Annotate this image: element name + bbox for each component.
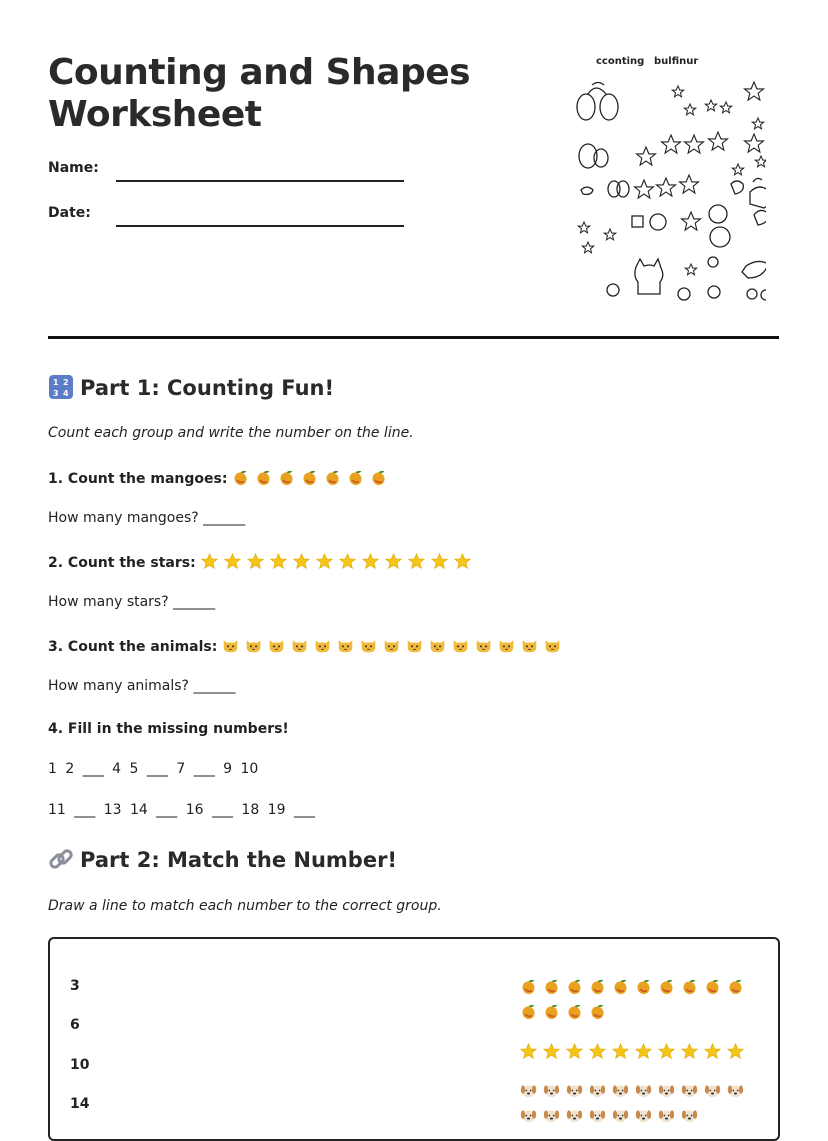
part2-heading-text: Part 2: Match the Number!	[80, 848, 397, 872]
mango-icon	[566, 1003, 583, 1020]
dog-face-icon	[612, 1082, 629, 1099]
mango-icon	[589, 978, 606, 995]
star-icon	[566, 1043, 583, 1060]
question-3-label: 3. Count the animals:	[48, 639, 218, 655]
star-icon	[727, 1043, 744, 1060]
cat-face-icon	[337, 637, 354, 654]
name-label: Name:	[48, 160, 99, 176]
star-icon	[635, 1043, 652, 1060]
match-number-2[interactable]: 6	[70, 1017, 80, 1033]
dog-face-icon	[543, 1082, 560, 1099]
cat-face-icon	[429, 637, 446, 654]
dog-face-icon	[658, 1107, 675, 1124]
name-field[interactable]	[48, 160, 408, 184]
part1-heading-text: Part 1: Counting Fun!	[80, 376, 335, 400]
star-icon	[270, 553, 287, 570]
star-icon	[385, 553, 402, 570]
question-3	[48, 637, 567, 655]
dog-face-icon	[566, 1082, 583, 1099]
mango-icon	[635, 978, 652, 995]
cat-face-icon	[383, 637, 400, 654]
counting-illustration	[526, 52, 766, 307]
dog-face-icon	[520, 1082, 537, 1099]
star-icon	[612, 1043, 629, 1060]
star-icon	[408, 553, 425, 570]
mango-icon	[301, 469, 318, 486]
mango-icon	[704, 978, 721, 995]
dog-face-icon	[566, 1107, 583, 1124]
cat-face-icon	[498, 637, 515, 654]
star-icon	[293, 553, 310, 570]
mango-icon	[566, 978, 583, 995]
star-icon	[681, 1043, 698, 1060]
star-icon	[362, 553, 379, 570]
mango-icon	[612, 978, 629, 995]
star-icon	[589, 1043, 606, 1060]
part1-instruction: Count each group and write the number on the line.	[48, 425, 414, 441]
mango-icon	[543, 978, 560, 995]
illustration-caption-right: bulfinur	[654, 56, 699, 67]
mango-icon	[324, 469, 341, 486]
dog-face-icon	[681, 1082, 698, 1099]
question-3-icons	[222, 639, 567, 655]
dog-face-icon	[520, 1107, 537, 1124]
dog-face-icon	[543, 1107, 560, 1124]
match-group-mangoes[interactable]	[520, 974, 760, 1024]
date-line[interactable]	[116, 225, 404, 227]
mango-icon	[255, 469, 272, 486]
svg-text:3: 3	[53, 389, 59, 398]
worksheet-page	[48, 0, 779, 1118]
mango-icon	[681, 978, 698, 995]
part1-heading	[48, 374, 334, 400]
star-icon	[704, 1043, 721, 1060]
matching-box	[48, 937, 780, 1141]
star-icon	[658, 1043, 675, 1060]
match-number-1[interactable]: 3	[70, 978, 80, 994]
part2-heading	[48, 846, 397, 872]
star-icon	[520, 1043, 537, 1060]
question-2-icons	[201, 555, 477, 571]
dog-face-icon	[727, 1082, 744, 1099]
name-line[interactable]	[116, 180, 404, 182]
question-2	[48, 553, 477, 571]
star-icon	[316, 553, 333, 570]
number-sequence-2[interactable]: 11 ___ 13 14 ___ 16 ___ 18 19 ___	[48, 802, 315, 818]
dog-face-icon	[635, 1082, 652, 1099]
star-icon	[224, 553, 241, 570]
question-1-answer[interactable]: How many mangoes? ______	[48, 510, 246, 526]
mango-icon	[658, 978, 675, 995]
link-icon	[48, 846, 74, 872]
cat-face-icon	[521, 637, 538, 654]
svg-text:2: 2	[63, 378, 69, 387]
star-icon	[431, 553, 448, 570]
mango-icon	[520, 978, 537, 995]
question-3-answer[interactable]: How many animals? ______	[48, 678, 236, 694]
question-2-answer[interactable]: How many stars? ______	[48, 594, 216, 610]
dog-face-icon	[635, 1107, 652, 1124]
cat-face-icon	[314, 637, 331, 654]
cat-face-icon	[406, 637, 423, 654]
date-field[interactable]	[48, 205, 408, 229]
cat-face-icon	[544, 637, 561, 654]
mango-icon	[370, 469, 387, 486]
part2-instruction: Draw a line to match each number to the correct group.	[48, 898, 442, 914]
mango-icon	[278, 469, 295, 486]
numbers-keycap-icon	[48, 374, 74, 400]
svg-text:1: 1	[53, 378, 59, 387]
mango-icon	[727, 978, 744, 995]
cat-face-icon	[452, 637, 469, 654]
cat-face-icon	[291, 637, 308, 654]
dog-face-icon	[681, 1107, 698, 1124]
dog-face-icon	[589, 1107, 606, 1124]
illustration-caption-left: cconting	[596, 56, 645, 67]
cat-face-icon	[268, 637, 285, 654]
page-title: Counting and Shapes Worksheet	[48, 52, 471, 135]
mango-icon	[347, 469, 364, 486]
mango-icon	[232, 469, 249, 486]
mango-icon	[543, 1003, 560, 1020]
illustration-drawing	[526, 52, 766, 307]
question-1-icons	[232, 471, 393, 487]
mango-icon	[589, 1003, 606, 1020]
question-2-label: 2. Count the stars:	[48, 555, 196, 571]
number-sequence-1[interactable]: 1 2 ___ 4 5 ___ 7 ___ 9 10	[48, 761, 259, 777]
mango-icon	[520, 1003, 537, 1020]
dog-face-icon	[612, 1107, 629, 1124]
cat-face-icon	[245, 637, 262, 654]
question-1	[48, 469, 393, 487]
section-divider	[48, 336, 779, 339]
dog-face-icon	[658, 1082, 675, 1099]
svg-text:4: 4	[63, 389, 69, 398]
dog-face-icon	[589, 1082, 606, 1099]
cat-face-icon	[360, 637, 377, 654]
date-label: Date:	[48, 205, 91, 221]
question-4-label: 4. Fill in the missing numbers!	[48, 721, 289, 737]
cat-face-icon	[222, 637, 239, 654]
match-group-stars[interactable]	[520, 1039, 760, 1064]
match-number-4[interactable]: 14	[70, 1096, 90, 1112]
star-icon	[201, 553, 218, 570]
star-icon	[247, 553, 264, 570]
match-group-dogs[interactable]	[520, 1078, 760, 1128]
match-number-3[interactable]: 10	[70, 1057, 90, 1073]
question-1-label: 1. Count the mangoes:	[48, 471, 228, 487]
star-icon	[543, 1043, 560, 1060]
star-icon	[339, 553, 356, 570]
star-icon	[454, 553, 471, 570]
dog-face-icon	[704, 1082, 721, 1099]
cat-face-icon	[475, 637, 492, 654]
